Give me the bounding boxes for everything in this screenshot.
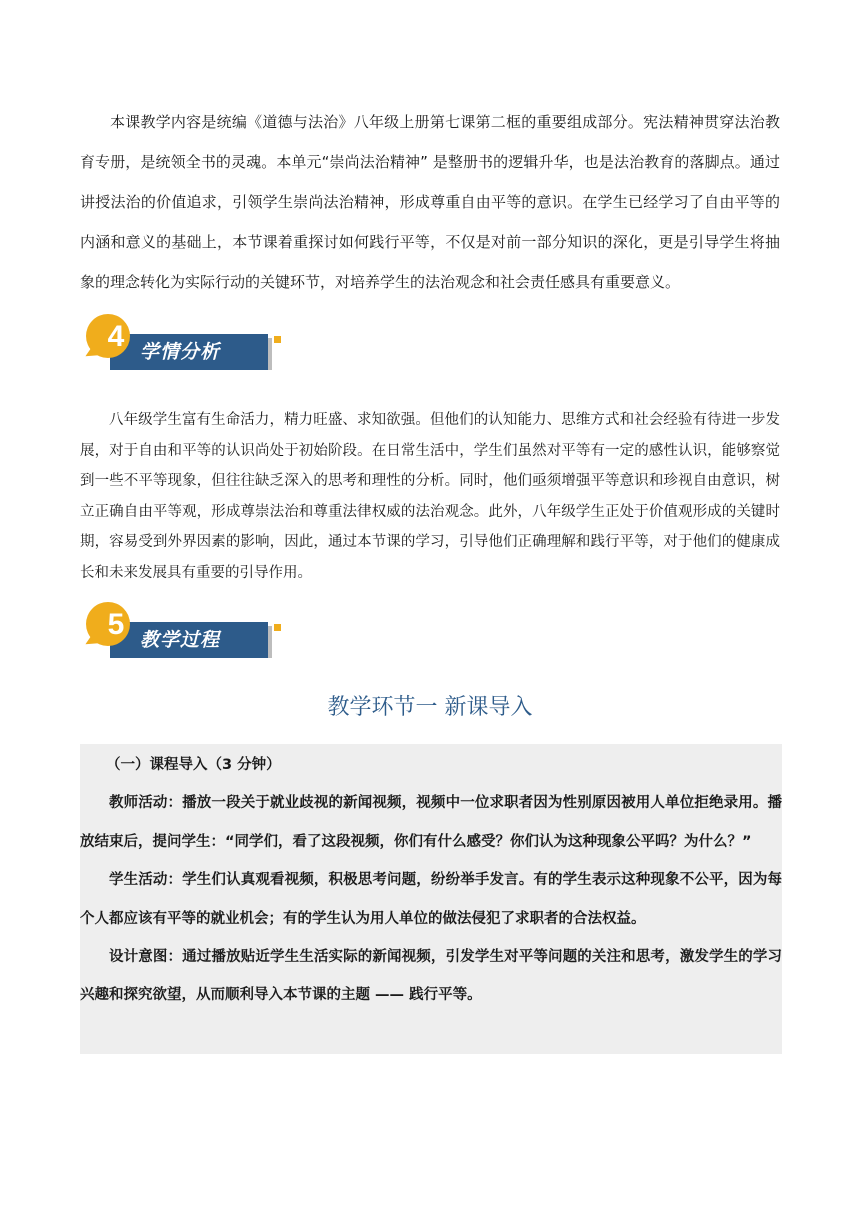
- lesson-subheading: （一）课程导入（3 分钟）: [106, 757, 281, 773]
- section-number: 5: [107, 608, 125, 641]
- section-number: 4: [107, 320, 125, 353]
- banner-accent-square: [274, 624, 281, 631]
- banner-shadow: [268, 626, 272, 658]
- banner-accent-square: [274, 336, 281, 343]
- section-title: 学情分析: [140, 341, 221, 363]
- teaching-link-heading: 教学环节一 新课导入: [327, 695, 533, 720]
- section-banner-4: [82, 310, 292, 374]
- teacher-activity: 教师活动：播放一段关于就业歧视的新闻视频，视频中一位求职者因为性别原因被用人单位拒绝录用。播放结束后，提问学生：“同学们，看了这段视频，你们有什么感受？你们认为这种现象公平吗？为什么？”: [80, 795, 782, 850]
- student-activity: 学生活动：学生们认真观看视频，积极思考问题，纷纷举手发言。有的学生表示这种现象不公平，因为每个人都应该有平等的就业机会；有的学生认为用人单位的做法侵犯了求职者的合法权益。: [80, 872, 782, 927]
- design-intent: 设计意图：通过播放贴近学生生活实际的新闻视频，引发学生对平等问题的关注和思考，激发学生的学习兴趣和探究欲望，从而顺利导入本节课的主题 —— 践行平等。: [80, 949, 782, 1004]
- intro-paragraph: 本课教学内容是统编《道德与法治》八年级上册第七课第二框的重要组成部分。宪法精神贯穿法治教育专册，是统领全书的灵魂。本单元“崇尚法治精神” 是整册书的逻辑升华，也是法治教育的落脚点。通过讲授法治的价值追求，引领学生崇尚法治精神，形成尊重自由平等的意识。在学生已经学习了自由平等的内涵和意义的基础上，本节课着重探讨如何践行平等，不仅是对前一部分知识的深化，更是引导学生将抽象的理念转化为实际行动的关键环节，对培养学生的法治观念和社会责任感具有重要意义。: [80, 113, 780, 291]
- section-title: 教学过程: [140, 629, 221, 651]
- section-banner-5: [82, 598, 292, 662]
- lesson-activity-box: [80, 744, 782, 1054]
- student-analysis-paragraph: 八年级学生富有生命活力，精力旺盛、求知欲强。但他们的认知能力、思维方式和社会经验有待进一步发展，对于自由和平等的认识尚处于初始阶段。在日常生活中，学生们虽然对平等有一定的感性认识，能够察觉到一些不平等现象，但往往缺乏深入的思考和理性的分析。同时，他们亟须增强平等意识和珍视自由意识，树立正确自由平等观，形成尊崇法治和尊重法律权威的法治观念。此外，八年级学生正处于价值观形成的关键时期，容易受到外界因素的影响，因此，通过本节课的学习，引导他们正确理解和践行平等，对于他们的健康成长和未来发展具有重要的引导作用。: [80, 412, 780, 581]
- banner-shadow: [268, 338, 272, 370]
